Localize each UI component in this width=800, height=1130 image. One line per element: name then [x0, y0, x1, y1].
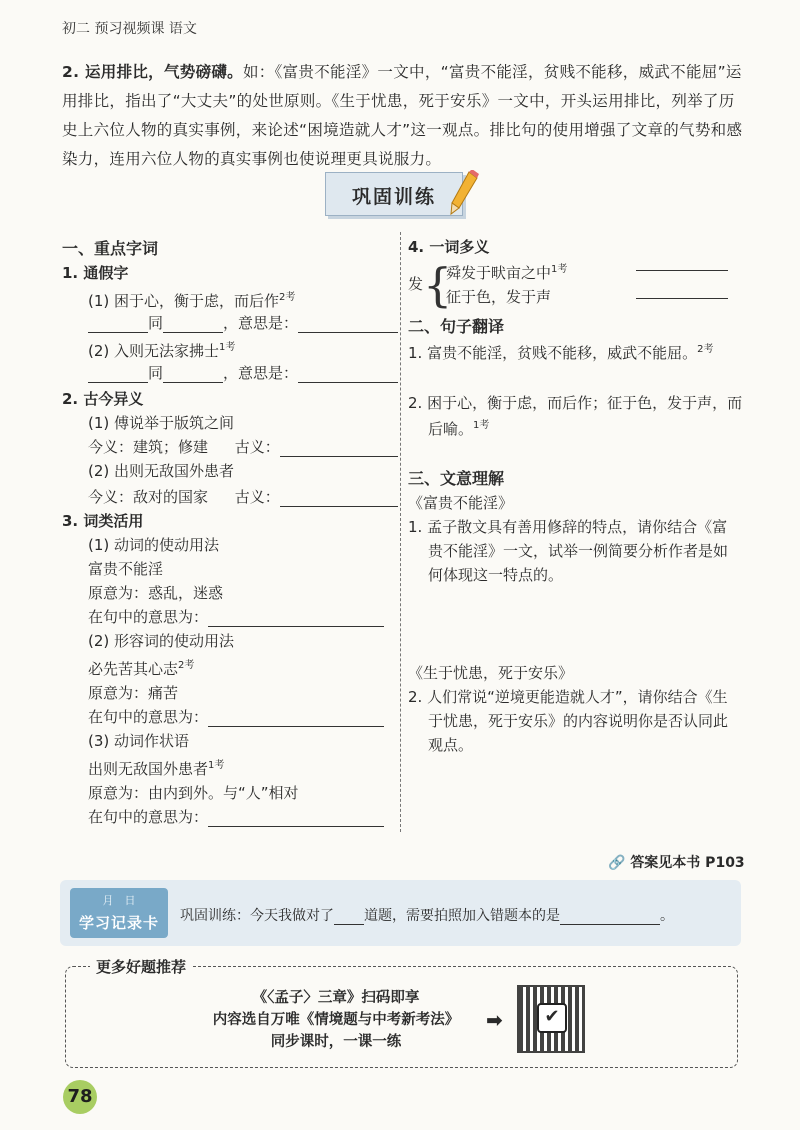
answer-blank[interactable]: [163, 366, 223, 383]
fa-char: 发: [408, 275, 424, 293]
record-text3: 。: [660, 908, 674, 924]
s1-q2-answer-line: [88, 362, 398, 383]
sec1-heading: 一、重点字词: [62, 239, 159, 258]
point2-body: 如：《富贵不能淫》一文中，“富贵不能淫，贫贱不能移，威武不能屈”运用排比，指出了“大丈夫”的处世原则。《生于忧患，死于安乐》一文中，开头运用排比，列举了历史上六位人物的真实事例，来论述“困境造就人才”这一观点。排比句的使用增强了文章的气势和感染力，连用六位人物的真实事例也使说理更具说服力。: [62, 63, 743, 168]
answer-blank[interactable]: [208, 810, 384, 827]
q2-line1: 2. 人们常说“逆境更能造就人才”，请你结合《生: [408, 688, 728, 706]
sentence-meaning-label: 在句中的意思为：: [88, 708, 209, 726]
answer-blank[interactable]: [636, 298, 728, 299]
answer-blank[interactable]: [208, 710, 384, 727]
s3a1: 富贵不能淫: [88, 560, 164, 578]
q1-line1: 1. 孟子散文具有善用修辞的特点，请你结合《富: [408, 518, 728, 536]
s3-heading: 3. 词类活用: [62, 512, 144, 530]
s1-heading: 1. 通假字: [62, 264, 129, 282]
kao-mark: 2考: [697, 344, 714, 355]
sub1-title: 《富贵不能淫》: [408, 494, 514, 512]
answer-blank[interactable]: [280, 440, 398, 457]
s3c-line: [88, 806, 384, 827]
study-record-tag: [70, 888, 168, 938]
s2-q1: (1) 傅说举于版筑之间: [88, 414, 235, 432]
tr2b-text: 后喻。: [428, 420, 474, 438]
s2-q2: (2) 出则无敌国外患者: [88, 462, 235, 480]
record-date: 月 日: [102, 894, 136, 907]
answer-blank[interactable]: [208, 610, 384, 627]
s3a-line: [88, 606, 384, 627]
arrow-right-icon: ➡: [486, 1008, 503, 1032]
kao-mark: 1考: [208, 760, 225, 771]
s2-q1-line: [88, 436, 398, 457]
record-text2: 道题，需要拍照加入错题本的是: [364, 908, 560, 924]
translate-q2a: 2. 困于心，衡于虑，而后作；征于色，发于声，而: [408, 394, 743, 412]
sentence-meaning-label: 在句中的意思为：: [88, 808, 209, 826]
answer-blank[interactable]: [334, 908, 364, 925]
fa1-text: 舜发于畎亩之中: [446, 264, 552, 282]
s3c1-text: 出则无敌国外患者: [88, 760, 209, 778]
s3b-line: [88, 706, 384, 727]
s2-heading: 2. 古今异义: [62, 390, 144, 408]
ancient-label: 古义：: [234, 438, 280, 456]
translate-q1: [408, 340, 713, 363]
page-number: 78: [63, 1080, 97, 1114]
kao-mark: 2考: [279, 292, 296, 303]
sub2-title: 《生于忧患，死于安乐》: [408, 664, 574, 682]
answer-blank[interactable]: [298, 366, 398, 383]
kao-mark: 2考: [178, 660, 195, 671]
s4-heading: 4. 一词多义: [408, 238, 490, 256]
tr1-text: 1. 富贵不能淫，贫贱不能移，威武不能屈。: [408, 344, 698, 362]
q1-line3: 何体现这一特点的。: [428, 566, 564, 584]
column-divider: [400, 232, 401, 832]
answer-ref-text: 答案见本书 P103: [630, 855, 745, 871]
section-title-banner: [325, 172, 463, 216]
more-line3: 同步课时，一课一练: [270, 1034, 402, 1050]
tong-label: 同: [148, 364, 164, 382]
answer-blank[interactable]: [280, 490, 398, 507]
fa-sentence2: 征于色，发于声: [446, 288, 552, 306]
s3c: (3) 动词作状语: [88, 732, 190, 750]
sec2-heading: 二、句子翻译: [408, 317, 505, 336]
more-line1: 《〈孟子〉三章》扫码即享: [252, 990, 420, 1006]
meaning-label: ，意思是：: [223, 314, 299, 332]
more-questions-title: 更多好题推荐: [90, 956, 192, 977]
pencil-icon: [449, 170, 479, 216]
s3b2: 原意为：痛苦: [88, 684, 179, 702]
s1-q2: [88, 338, 235, 361]
q2-line3: 观点。: [428, 736, 474, 754]
kao-mark: 1考: [219, 342, 236, 353]
s3b1-text: 必先苦其心志: [88, 660, 179, 678]
kao-mark: 1考: [551, 264, 568, 275]
sec3-heading: 三、文意理解: [408, 469, 505, 488]
record-tag-label: 学习记录卡: [78, 914, 159, 932]
section-title: 巩固训练: [351, 186, 436, 208]
answer-reference: [608, 852, 745, 872]
s2-q1-modern: 今义：建筑；修建: [88, 438, 209, 456]
s3a2: 原意为：惑乱，迷惑: [88, 584, 224, 602]
fa-sentence1: [446, 260, 567, 283]
kao-mark: 1考: [473, 420, 490, 431]
answer-blank[interactable]: [88, 316, 148, 333]
s3c2: 原意为：由内到外。与“人”相对: [88, 784, 299, 802]
more-line2: 内容选自万唯《情境题与中考新考法》: [212, 1012, 460, 1028]
meaning-label: ，意思是：: [223, 364, 299, 382]
checkmark-icon: ✔: [537, 1003, 567, 1033]
point2-paragraph: [62, 58, 747, 174]
answer-blank[interactable]: [163, 316, 223, 333]
s1-q2-text: (2) 入则无法家拂士: [88, 342, 220, 360]
brace-glyph: {: [423, 258, 453, 312]
s3b1: [88, 656, 194, 679]
sentence-meaning-label: 在句中的意思为：: [88, 608, 209, 626]
s1-q1-text: (1) 困于心，衡于虑，而后作: [88, 292, 280, 310]
q1-line2: 贵不能淫》一文，试举一例简要分析作者是如: [428, 542, 729, 560]
point2-lead: 2. 运用排比，气势磅礴。: [62, 63, 243, 81]
s2-q2-modern: 今义：敌对的国家: [88, 488, 209, 506]
ancient-label: 古义：: [234, 488, 280, 506]
answer-blank[interactable]: [636, 270, 728, 271]
answer-blank[interactable]: [88, 366, 148, 383]
s3c1: [88, 756, 224, 779]
record-text1: 巩固训练：今天我做对了: [180, 908, 334, 924]
tong-label: 同: [148, 314, 164, 332]
s3a: (1) 动词的使动用法: [88, 536, 220, 554]
record-text: [180, 905, 674, 925]
answer-blank[interactable]: [298, 316, 398, 333]
answer-blank[interactable]: [560, 908, 660, 925]
s2-q2-line: [88, 486, 398, 507]
running-header: 初二 预习视频课 语文: [62, 21, 197, 37]
translate-q2b: [428, 416, 489, 439]
link-icon: 🔗: [608, 855, 626, 871]
s1-q1-answer-line: [88, 312, 398, 333]
s3b: (2) 形容词的使动用法: [88, 632, 235, 650]
q2-line2: 于忧患，死于安乐》的内容说明你是否认同此: [428, 712, 729, 730]
s1-q1: [88, 288, 295, 311]
